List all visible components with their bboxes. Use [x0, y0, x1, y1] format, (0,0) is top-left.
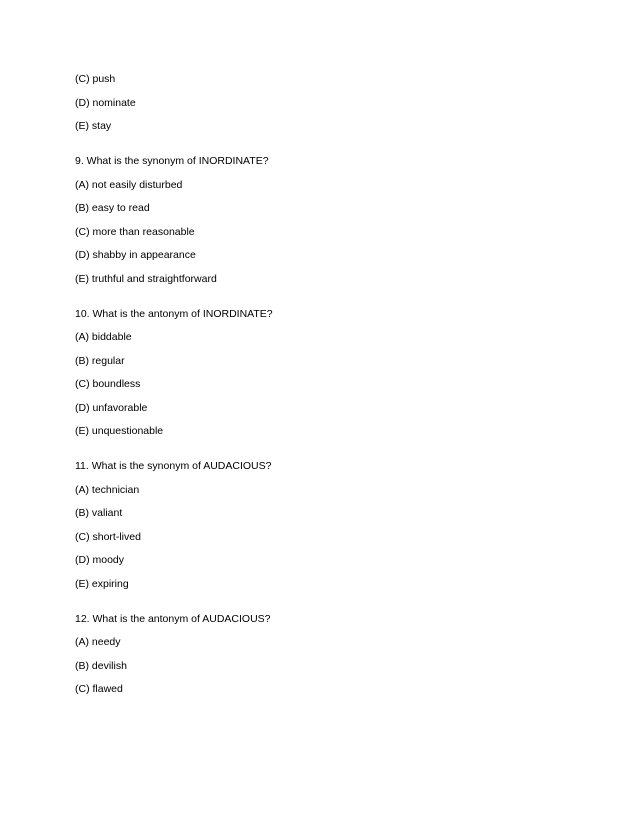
continued-options-block [75, 73, 595, 133]
option-line: (C) short-lived [75, 530, 141, 543]
option-line: (E) expiring [75, 577, 129, 590]
option-line: (A) needy [75, 636, 121, 648]
option-line: (D) nominate [75, 96, 136, 109]
document-page [75, 73, 595, 707]
option-line: (B) valiant [75, 507, 123, 519]
option-line: (D) moody [75, 554, 125, 566]
option-line: (E) stay [75, 120, 112, 132]
option-line: (D) unfavorable [75, 401, 148, 414]
question-prompt: 10. What is the antonym of INORDINATE? [75, 307, 273, 320]
option-line: (B) easy to read [75, 202, 150, 214]
option-line: (A) technician [75, 483, 140, 496]
option-line: (C) push [75, 73, 116, 85]
option-line: (B) devilish [75, 659, 127, 672]
option-line: (E) truthful and straightforward [75, 272, 217, 285]
question-prompt: 11. What is the synonym of AUDACIOUS? [75, 460, 272, 472]
option-line: (E) unquestionable [75, 425, 164, 437]
question-prompt: 9. What is the synonym of INORDINATE? [75, 155, 269, 167]
question-block-10 [75, 308, 595, 439]
option-line: (B) regular [75, 354, 125, 367]
option-line: (A) biddable [75, 331, 132, 343]
question-prompt: 12. What is the antonym of AUDACIOUS? [75, 612, 271, 625]
option-line: (C) more than reasonable [75, 225, 195, 238]
question-block-12 [75, 613, 595, 697]
option-line: (C) flawed [75, 683, 123, 695]
question-block-11 [75, 460, 595, 591]
option-line: (D) shabby in appearance [75, 249, 196, 261]
option-line: (A) not easily disturbed [75, 178, 183, 191]
question-block-9 [75, 155, 595, 286]
option-line: (C) boundless [75, 378, 141, 390]
